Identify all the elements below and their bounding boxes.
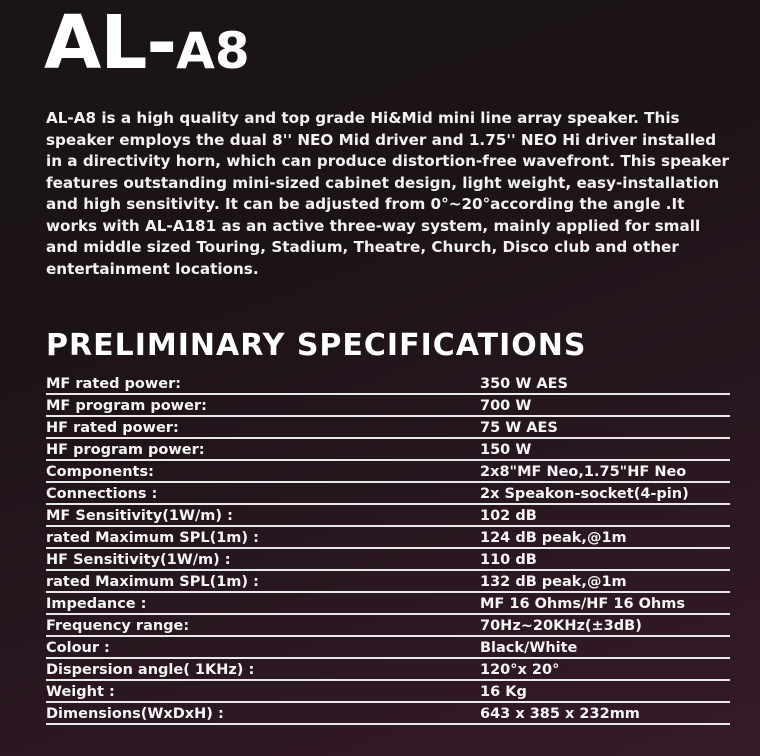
product-title [44, 0, 250, 86]
spec-value: 643 x 385 x 232mm [480, 706, 640, 722]
spec-value: 102 dB [480, 508, 537, 524]
spec-label: HF Sensitivity(1W/m) : [46, 552, 231, 568]
spec-row [46, 397, 730, 417]
spec-value: 2x Speakon-socket(4-pin) [480, 486, 689, 502]
spec-row [46, 441, 730, 461]
spec-row [46, 573, 730, 593]
spec-value: 132 dB peak,@1m [480, 574, 627, 590]
spec-label: HF program power: [46, 442, 205, 458]
spec-label: Frequency range: [46, 618, 190, 634]
product-title-prefix: AL- [44, 0, 177, 86]
spec-value: 120°x 20° [480, 662, 560, 678]
spec-label: MF program power: [46, 398, 207, 414]
spec-value: Black/White [480, 640, 578, 656]
spec-row [46, 529, 730, 549]
spec-value: 2x8"MF Neo,1.75"HF Neo [480, 464, 687, 480]
spec-value: MF 16 Ohms/HF 16 Ohms [480, 596, 685, 612]
spec-row [46, 617, 730, 637]
product-title-model: A8 [176, 22, 250, 80]
spec-row [46, 507, 730, 527]
spec-label: Dimensions(WxDxH) : [46, 706, 224, 722]
spec-row [46, 661, 730, 681]
spec-label: MF Sensitivity(1W/m) : [46, 508, 233, 524]
spec-row [46, 595, 730, 615]
spec-row [46, 639, 730, 659]
spec-label: Weight : [46, 684, 115, 700]
spec-row [46, 683, 730, 703]
spec-row [46, 419, 730, 439]
spec-value: 110 dB [480, 552, 537, 568]
spec-row [46, 375, 730, 395]
spec-label: Components: [46, 464, 154, 480]
spec-label: rated Maximum SPL(1m) : [46, 574, 259, 590]
spec-value: 70Hz~20KHz(±3dB) [480, 618, 642, 634]
spec-value: 350 W AES [480, 376, 568, 392]
spec-label: Dispersion angle( 1KHz) : [46, 662, 255, 678]
spec-value: 16 Kg [480, 684, 527, 700]
spec-value: 75 W AES [480, 420, 558, 436]
spec-row [46, 485, 730, 505]
specs-heading: PRELIMINARY SPECIFICATIONS [46, 328, 587, 363]
spec-label: HF rated power: [46, 420, 179, 436]
spec-value: 124 dB peak,@1m [480, 530, 627, 546]
spec-value: 150 W [480, 442, 532, 458]
spec-row [46, 705, 730, 725]
spec-row [46, 551, 730, 571]
spec-table [46, 375, 730, 727]
spec-label: Impedance : [46, 596, 147, 612]
product-description: AL-A8 is a high quality and top grade Hi&Mid mini line array speaker. This speaker employs the dual 8'' NEO Mid driver and 1.75'' NEO Hi driver installed in a directivity horn, which can produce distortion-free wavefront. This speaker features outstanding mini-sized cabinet design, light weight, easy-installation and high sensitivity. It can be adjusted from 0°~20°according the angle .It works with AL-A181 as an active three-way system, mainly applied for small and middle sized Touring, Stadium, Theatre, Church, Disco club and other entertainment locations. [46, 109, 729, 278]
spec-row [46, 463, 730, 483]
spec-label: Colour : [46, 640, 110, 656]
spec-label: Connections : [46, 486, 158, 502]
spec-label: MF rated power: [46, 376, 182, 392]
spec-label: rated Maximum SPL(1m) : [46, 530, 259, 546]
spec-value: 700 W [480, 398, 532, 414]
